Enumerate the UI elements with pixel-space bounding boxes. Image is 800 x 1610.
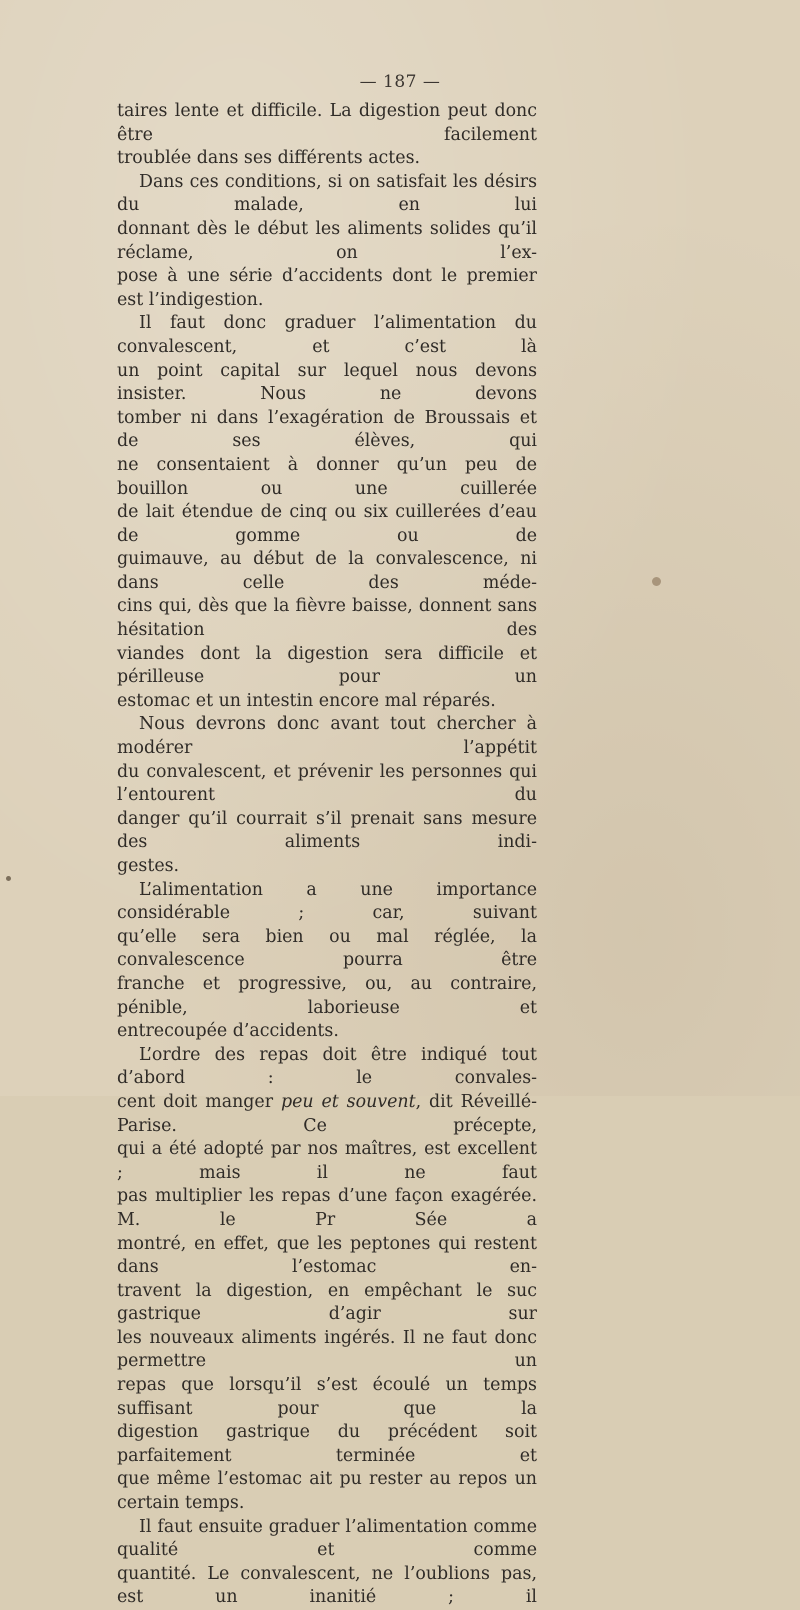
text-line: montré, en effet, que les peptones qui restent dans l’estomac en-: [117, 1233, 537, 1278]
text-line: qui a été adopté par nos maîtres, est excellent ; mais il ne faut: [117, 1139, 537, 1183]
paragraph-6: [117, 1044, 537, 1516]
paragraph-3: [117, 312, 537, 713]
text-line: ne consentaient à donner qu’un peu de bouillon ou une cuillerée: [117, 454, 537, 499]
text-line: [117, 1091, 537, 1138]
paragraph-4: [117, 713, 537, 878]
text-line: du convalescent, et prévenir les personnes qui l’entourent du: [117, 761, 537, 806]
text-line: taires lente et difficile. La digestion peut donc être facilement: [117, 101, 537, 145]
text-line: pose à une série d’accidents dont le premier est l’indigestion.: [117, 266, 537, 310]
text-line: les nouveaux aliments ingérés. Il ne faut donc permettre un: [117, 1327, 537, 1372]
text-line: Il faut ensuite graduer l’alimentation comme qualité et comme: [117, 1516, 537, 1561]
paragraph-7: [117, 1516, 537, 1610]
body-text: [117, 100, 537, 1610]
text-segment: , dit Réveillé-Parise. Ce précepte,: [117, 1091, 537, 1136]
text-segment: cent doit manger: [117, 1091, 281, 1112]
paper-stain: [6, 876, 11, 881]
text-line: estomac et un intestin encore mal réparés.: [117, 690, 496, 711]
text-line: donnant dès le début les aliments solides qu’il réclame, on l’ex-: [117, 218, 537, 263]
text-line: digestion gastrique du précédent soit parfaitement terminée et: [117, 1422, 537, 1466]
text-line: franche et progressive, ou, au contraire, pénible, laborieuse et: [117, 973, 537, 1018]
text-line: entrecoupée d’accidents.: [117, 1021, 339, 1042]
text-line: danger qu’il courrait s’il prenait sans mesure des aliments indi-: [117, 808, 537, 853]
paper-stain: [652, 577, 661, 586]
text-line: L’alimentation a une importance considérable ; car, suivant: [117, 879, 537, 924]
emphasized-phrase: peu et souvent: [280, 1091, 416, 1112]
text-line: L’ordre des repas doit être indiqué tout d’abord : le convales-: [117, 1044, 537, 1089]
text-line: guimauve, au début de la convalescence, ni dans celle des méde-: [117, 549, 537, 593]
text-line: travent la digestion, en empêchant le suc gastrique d’agir sur: [117, 1280, 537, 1325]
text-line: gestes.: [117, 856, 180, 876]
text-line: qu’elle sera bien ou mal réglée, la convalescence pourra être: [117, 926, 537, 971]
text-line: un point capital sur lequel nous devons insister. Nous ne devons: [117, 360, 537, 405]
text-line: Il faut donc graduer l’alimentation du convalescent, et c’est là: [117, 313, 537, 357]
text-line: tomber ni dans l’exagération de Broussais et de ses élèves, qui: [117, 407, 537, 452]
text-line: Nous devrons donc avant tout chercher à modérer l’appétit: [117, 714, 537, 759]
text-line: cins qui, dès que la fièvre baisse, donnent sans hésitation des: [117, 596, 537, 641]
paragraph-1: [117, 100, 537, 171]
text-line: pas multiplier les repas d’une façon exagérée. M. le Pr Sée a: [117, 1186, 537, 1230]
text-line: viandes dont la digestion sera difficile et périlleuse pour un: [117, 643, 537, 688]
text-line: quantité. Le convalescent, ne l’oublions pas, est un inanitié ; il: [117, 1563, 537, 1608]
paragraph-2: [117, 171, 537, 313]
text-line: Dans ces conditions, si on satisfait les désirs du malade, en lui: [117, 171, 537, 216]
text-line: de lait étendue de cinq ou six cuillerées d’eau de gomme ou de: [117, 502, 537, 546]
page-number: — 187 —: [359, 72, 441, 92]
text-line: repas que lorsqu’il s’est écoulé un temps suffisant pour que la: [117, 1375, 537, 1419]
text-line: troublée dans ses différents actes.: [117, 148, 421, 169]
text-line: que même l’estomac ait pu rester au repos un certain temps.: [117, 1469, 537, 1514]
paragraph-5: [117, 879, 537, 1044]
